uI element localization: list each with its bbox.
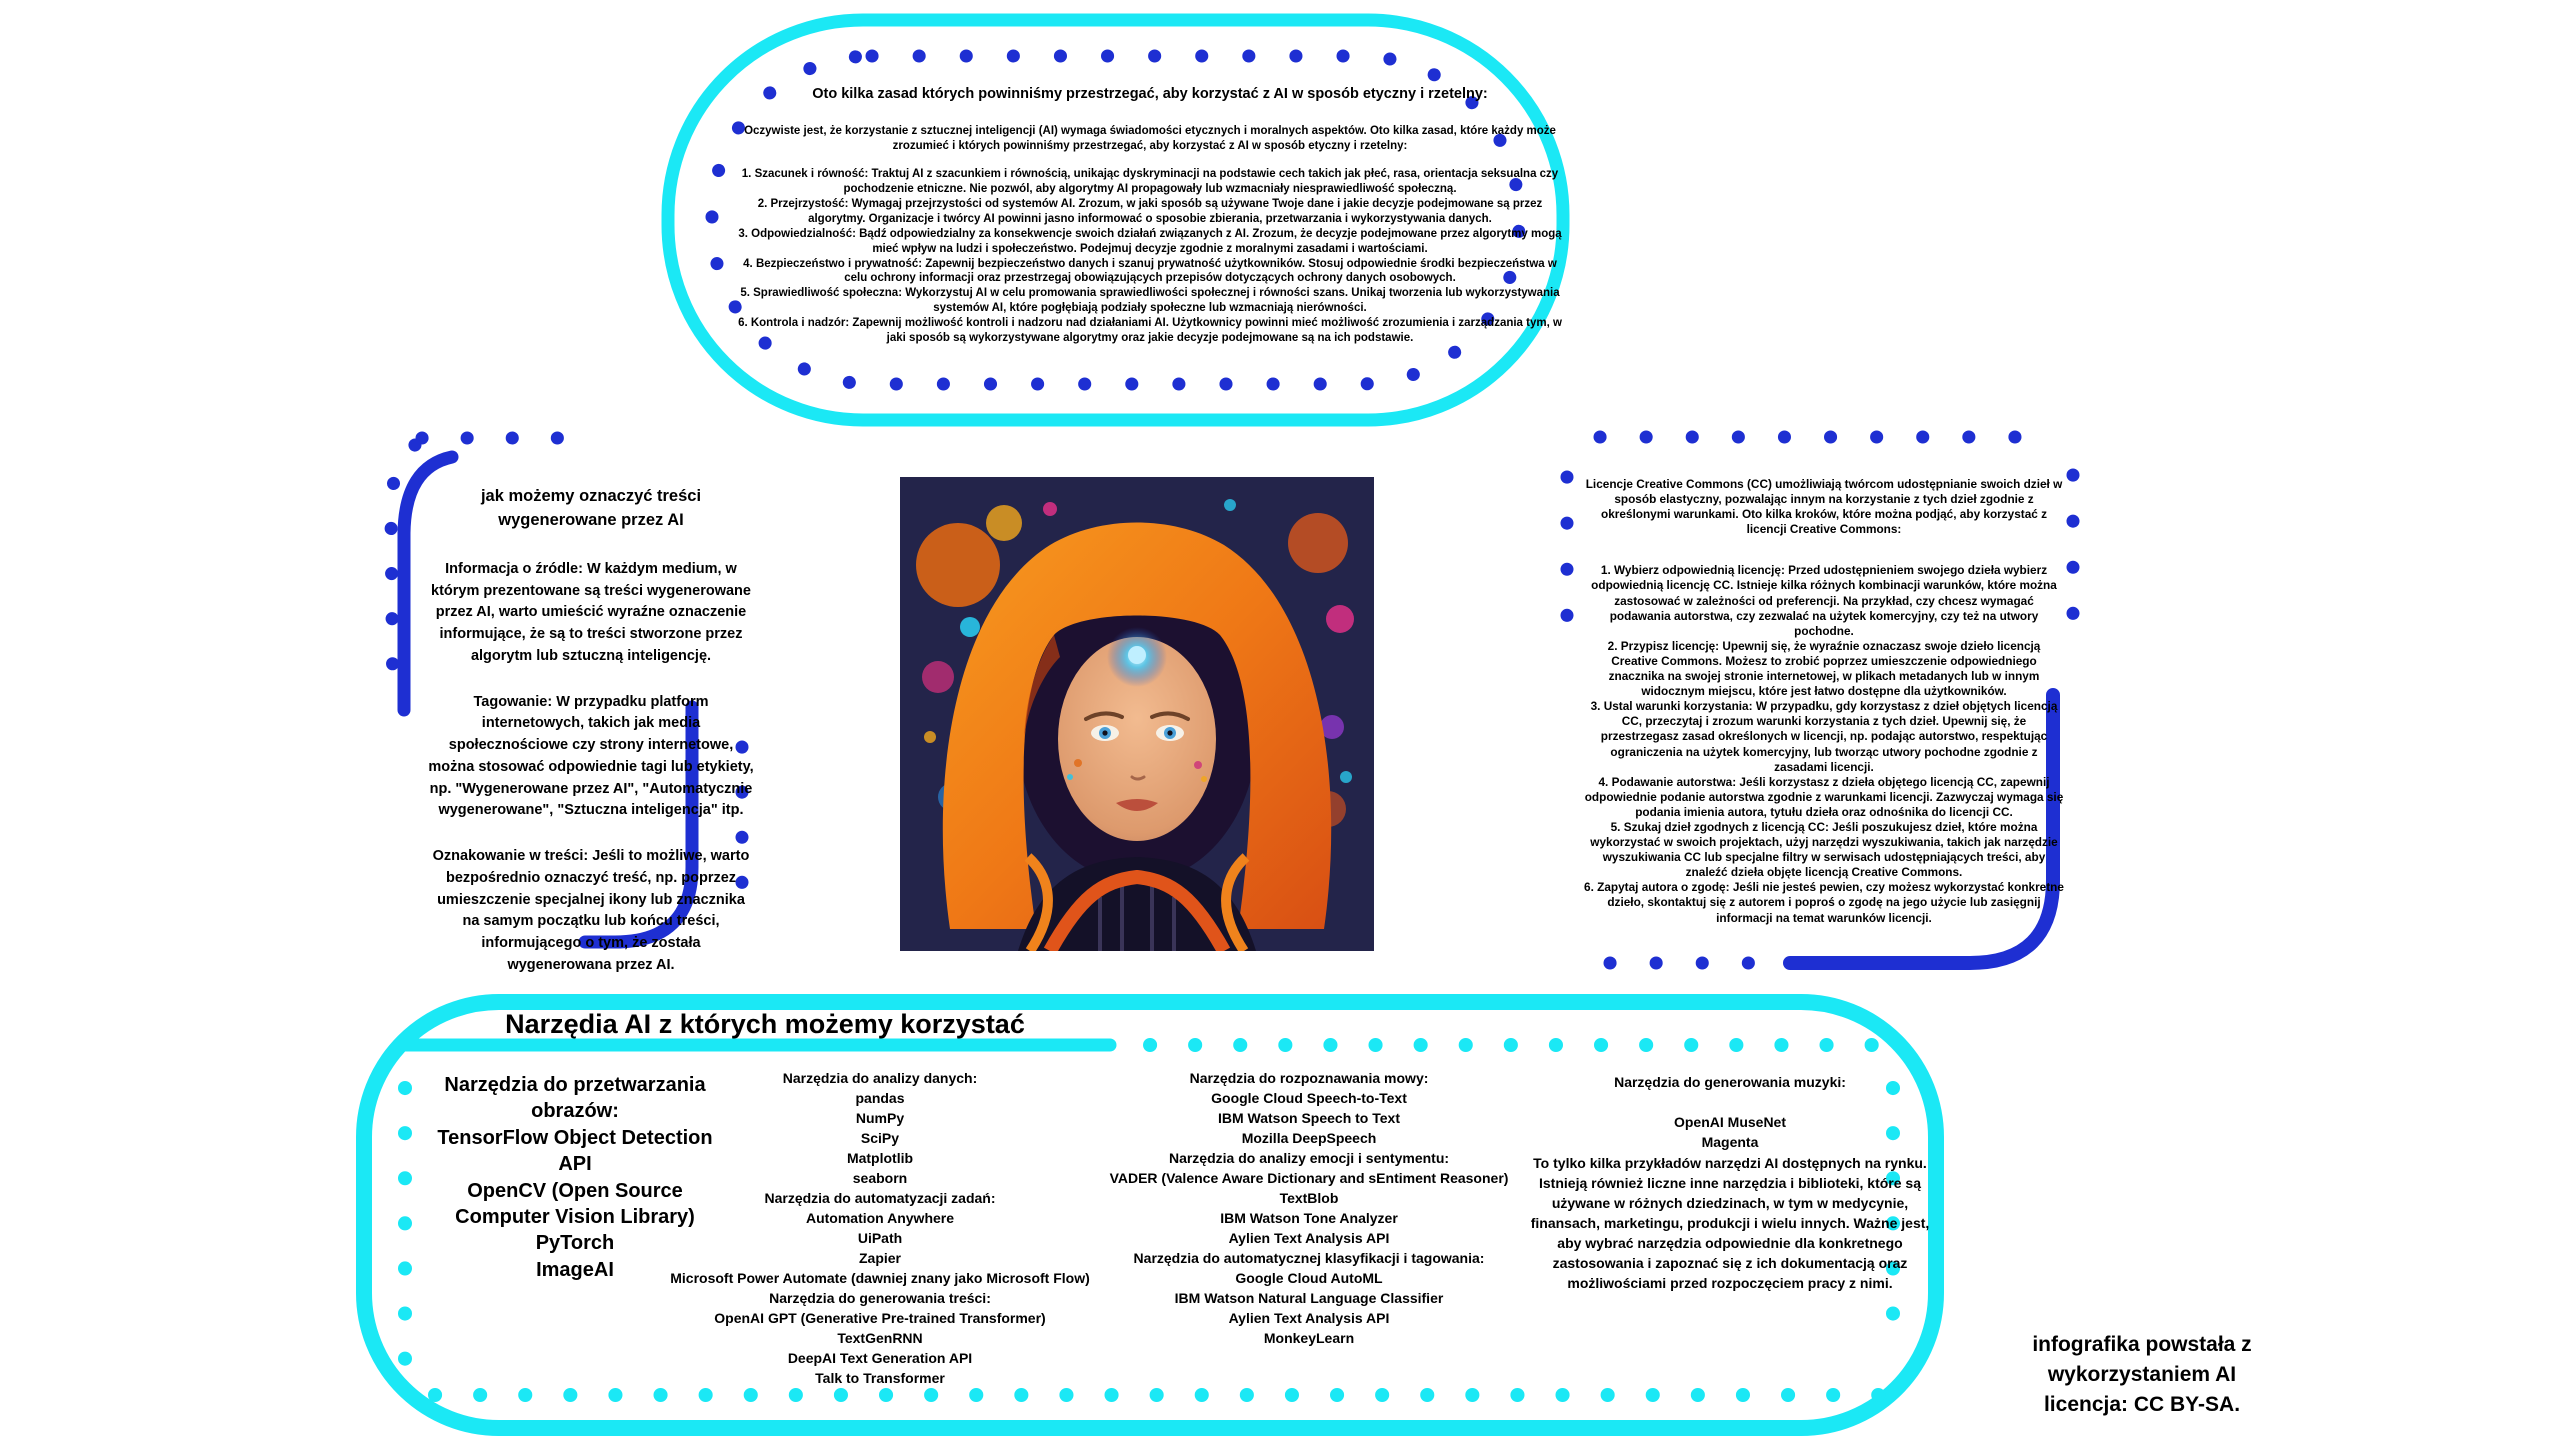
- cc-step: 1. Wybierz odpowiednią licencję: Przed udostępnieniem swojego dzieła wybierz odpowiednią licencję CC. Istnieje kilka różnych kombinacji warunków, które można zastosować w zależności od preferencji. Na przykład, czy chcesz wymagać podawania autorstwa, czy zezwalać na użytek komercyjny, czy też na utwory pochodne.: [1591, 563, 2057, 638]
- labeling-left-dots: [391, 445, 415, 707]
- labeling-paragraphs: [428, 559, 754, 977]
- tool-entry: OpenCV (Open Source Computer Vision Library): [455, 1179, 695, 1228]
- tool-entry: Narzędzia do analizy danych:: [782, 1070, 978, 1086]
- tool-entry: PyTorch: [535, 1232, 615, 1255]
- tool-entry: [1518, 1092, 1942, 1112]
- tools-column-speech-sentiment-classification: [1103, 1068, 1515, 1348]
- cc-panel: [1583, 477, 2065, 926]
- tool-entry: ImageAI: [536, 1258, 614, 1281]
- ethics-title: Oto kilka zasad których powinniśmy przestrzegać, aby korzystać z AI w sposób etyczny i rzetelny:: [812, 86, 1488, 102]
- tool-entry: Google Cloud AutoML: [1235, 1270, 1383, 1287]
- credit-line: infografika powstała z: [2032, 1333, 2252, 1356]
- tool-entry: MonkeyLearn: [1263, 1330, 1355, 1347]
- tool-entry: Narzędzia do generowania muzyki:: [1614, 1074, 1846, 1090]
- ai-portrait-image: [900, 477, 1374, 951]
- ethics-rule: 2. Przejrzystość: Wymagaj przejrzystości od systemów AI. Zrozum, w jaki sposób są używane Twoje dane i jakie decyzje podejmowane są przez algorytmy. Organizacje i twórcy AI powinni jasno informować o sposobie zbierania, przetwarzania i wykorzystywania danych.: [757, 197, 1543, 225]
- ethics-rule: 1. Szacunek i równość: Traktuj AI z szacunkiem i równością, unikając dyskryminacji na podstawie cech takich jak płeć, rasa, orientacja seksualna czy pochodzenie etniczne. Nie pozwól, aby algorytmy AI propagowały lub wzmacniały niesprawiedliwość społeczną.: [741, 167, 1559, 195]
- tool-entry: Matplotlib: [846, 1150, 914, 1167]
- tool-entry: Talk to Transformer: [815, 1370, 945, 1387]
- tool-entry: Narzędzia do automatyzacji zadań:: [764, 1190, 996, 1207]
- ethics-intro: Oczywiste jest, że korzystanie z sztucznej inteligencji (AI) wymaga świadomości etycznych i moralnych aspektów. Oto kilka zasad, które każdy może zrozumieć i których powinniśmy przestrzegać, aby korzystać z AI w sposób etyczny i rzetelny:: [744, 125, 1556, 152]
- credit-line: wykorzystaniem AI: [2047, 1362, 2237, 1386]
- labeling-paragraph: Oznakowanie w treści: Jeśli to możliwe, warto bezpośrednio oznaczyć treść, np. poprzez umieszczenie specjalnej ikony lub znacznika na samym początku lub końcu treści, informującego o tym, że została wygenerowana przez AI.: [432, 848, 750, 973]
- tool-entry: IBM Watson Natural Language Classifier: [1174, 1290, 1444, 1307]
- tool-entry: DeepAI Text Generation API: [787, 1350, 973, 1367]
- ethics-rule: 5. Sprawiedliwość społeczna: Wykorzystuj AI w celu promowania sprawiedliwości społecznej i równości szans. Unikaj tworzenia lub wykorzystywania systemów AI, które pogłębiają podziały społeczne lub wzmacniają nierówności.: [740, 287, 1560, 315]
- credit-line: licencja: CC BY-SA.: [2043, 1392, 2241, 1416]
- cc-step: 6. Zapytaj autora o zgodę: Jeśli nie jesteś pewien, czy możesz wykorzystać konkretne dzieło, skontaktuj się z autorem i poproś o zgodę na jego użycie lub zasięgnij informacji na temat warunków licencji.: [1584, 880, 2064, 925]
- tool-entry: Narzędzia do generowania treści:: [769, 1290, 991, 1307]
- tool-entry: Google Cloud Speech-to-Text: [1211, 1090, 1407, 1107]
- tool-entry: NumPy: [855, 1110, 905, 1127]
- tool-entry: Narzędzia do przetwarzania obrazów:: [444, 1074, 706, 1123]
- tool-entry: Aylien Text Analysis API: [1228, 1230, 1390, 1247]
- ethics-list: [735, 167, 1565, 346]
- tool-entry: IBM Watson Tone Analyzer: [1220, 1210, 1398, 1227]
- ethics-rule: 3. Odpowiedzialność: Bądź odpowiedzialny za konsekwencje swoich działań związanych z AI. Zrozum, że decyzje podejmowane przez algorytmy mogą mieć wpływ na ludzi i społeczeństwo. Podejmuj decyzje zgodnie z moralnymi zasadami i wartościami.: [738, 227, 1562, 255]
- cc-steps: [1583, 563, 2065, 925]
- cc-step: 5. Szukaj dzieł zgodnych z licencją CC: Jeśli poszukujesz dzieł, które można wykorzystać w swoich projektach, użyj narzędzi wyszukiwania, takich jak narzędzie wyszukiwania CC lub specjalne filtry w serwisach udostępniających treści, aby znaleźć dzieła objęte licencją Creative Commons.: [1590, 819, 2058, 880]
- tool-entry: seaborn: [852, 1170, 908, 1187]
- tool-entry: Narzędzia do automatycznej klasyfikacji i tagowania:: [1133, 1250, 1485, 1267]
- tool-entry: OpenAI GPT (Generative Pre-trained Transformer): [714, 1310, 1046, 1327]
- ethics-rule: 4. Bezpieczeństwo i prywatność: Zapewnij bezpieczeństwo danych i szanuj prywatność użytkowników. Stosuj odpowiednie środki bezpieczeństwa w celu ochrony informacji oraz przestrzegaj obowiązujących przepisów dotyczących ochrony danych osobowych.: [743, 257, 1557, 285]
- cc-step: 3. Ustal warunki korzystania: W przypadku, gdy korzystasz z dzieł objętych licencją CC, przeczytaj i zrozum warunki korzystania z tych dzieł. Upewnij się, że przestrzegasz zasad określonych w licencji, np. podając autorstwo, respektując ograniczenia na użytek komercyjny, lub tworząc utwory pochodne zgodnie z zasadami licencji.: [1590, 699, 2058, 774]
- tool-entry: TextBlob: [1279, 1190, 1339, 1207]
- tools-note: To tylko kilka przykładów narzędzi AI dostępnych na rynku. Istnieją również liczne inne narzędzia i biblioteki, które są używane w różnych dziedzinach, w tym w medycynie, finansach, marketingu, produkcji i wielu innych. Ważne jest, aby wybrać narzędzia odpowiednie dla konkretnego zastosowania i zapoznać się z ich dokumentacją oraz możliwościami przed rozpoczęciem pracy z nimi.: [1530, 1155, 1930, 1292]
- tool-entry: TensorFlow Object Detection API: [437, 1126, 713, 1176]
- tool-entry: OpenAI MuseNet: [1673, 1114, 1786, 1131]
- labeling-paragraph: Informacja o źródle: W każdym medium, w którym prezentowane są treści wygenerowane przez AI, warto umieścić wyraźne oznaczenie informujące, że są to treści stworzone przez algorytm lub sztuczną inteligencję.: [431, 560, 751, 664]
- tool-entry: Microsoft Power Automate (dawniej znany jako Microsoft Flow): [670, 1270, 1090, 1287]
- tool-entry: Aylien Text Analysis API: [1228, 1310, 1390, 1327]
- ethics-rule: 6. Kontrola i nadzór: Zapewnij możliwość kontroli i nadzoru nad działaniami AI. Użytkownicy powinni mieć możliwość zrozumienia i zarządzania tym, w jaki sposób są wykorzystywane algorytmy oraz jakie decyzje podejmowane są na ich podstawie.: [738, 317, 1562, 345]
- labeling-panel: [428, 485, 754, 1001]
- tool-entry: IBM Watson Speech to Text: [1217, 1110, 1400, 1127]
- labeling-title: jak możemy oznaczyć treści wygenerowane przez AI: [480, 487, 702, 529]
- cc-step: 4. Podawanie autorstwa: Jeśli korzystasz z dzieła objętego licencją CC, zapewnij odpowiednie podanie autorstwa zgodnie z warunkami licencji. Zazwyczaj wymaga się podania imienia autora, tytułu dzieła oraz odnośnika do licencji CC.: [1584, 774, 2064, 819]
- labeling-paragraph: Tagowanie: W przypadku platform internetowych, takich jak media społecznościowe czy strony internetowe, można stosować odpowiednie tagi lub etykiety, np. "Wygenerowane przez AI", "Automatycznie wygenerowane", "Sztuczna inteligencja" itp.: [428, 693, 754, 819]
- tool-entry: Narzędzia do rozpoznawania mowy:: [1189, 1070, 1429, 1086]
- cc-intro: Licencje Creative Commons (CC) umożliwiają twórcom udostępnianie swoich dzieł w sposób elastyczny, pozwalając innym na korzystanie z tych dzieł zgodnie z określonymi warunkami. Oto kilka kroków, które można podjąć, aby korzystać z licencji Creative Commons:: [1585, 477, 2063, 537]
- tool-entry: Automation Anywhere: [805, 1210, 955, 1227]
- tool-entry: SciPy: [860, 1130, 900, 1147]
- ethics-panel: [735, 86, 1565, 346]
- tools-column-music-and-note: [1518, 1072, 1942, 1293]
- tools-column-data-automation-content: [660, 1068, 1100, 1388]
- tool-entry: pandas: [855, 1090, 905, 1107]
- tool-entry: Mozilla DeepSpeech: [1241, 1130, 1377, 1147]
- tool-entry: VADER (Valence Aware Dictionary and sEntiment Reasoner): [1109, 1170, 1509, 1187]
- credit-note: [1992, 1330, 2292, 1419]
- cc-step: 2. Przypisz licencję: Upewnij się, że wyraźnie oznaczasz swoje dzieło licencją Creative Commons. Możesz to zrobić poprzez umieszczenie odpowiedniego znacznika na swojej stronie internetowej, w plikach metadanych lub w innym widocznym miejscu, które jest łatwo dostępne dla użytkowników.: [1607, 638, 2041, 699]
- tool-entry: Magenta: [1701, 1134, 1759, 1151]
- tool-entry: Zapier: [858, 1250, 901, 1267]
- tool-entry: UiPath: [857, 1230, 903, 1247]
- tools-title: Narzędia AI z których możemy korzystać: [505, 1009, 1025, 1039]
- tool-entry: TextGenRNN: [837, 1330, 923, 1347]
- tool-entry: Narzędzia do analizy emocji i sentymentu:: [1168, 1150, 1450, 1167]
